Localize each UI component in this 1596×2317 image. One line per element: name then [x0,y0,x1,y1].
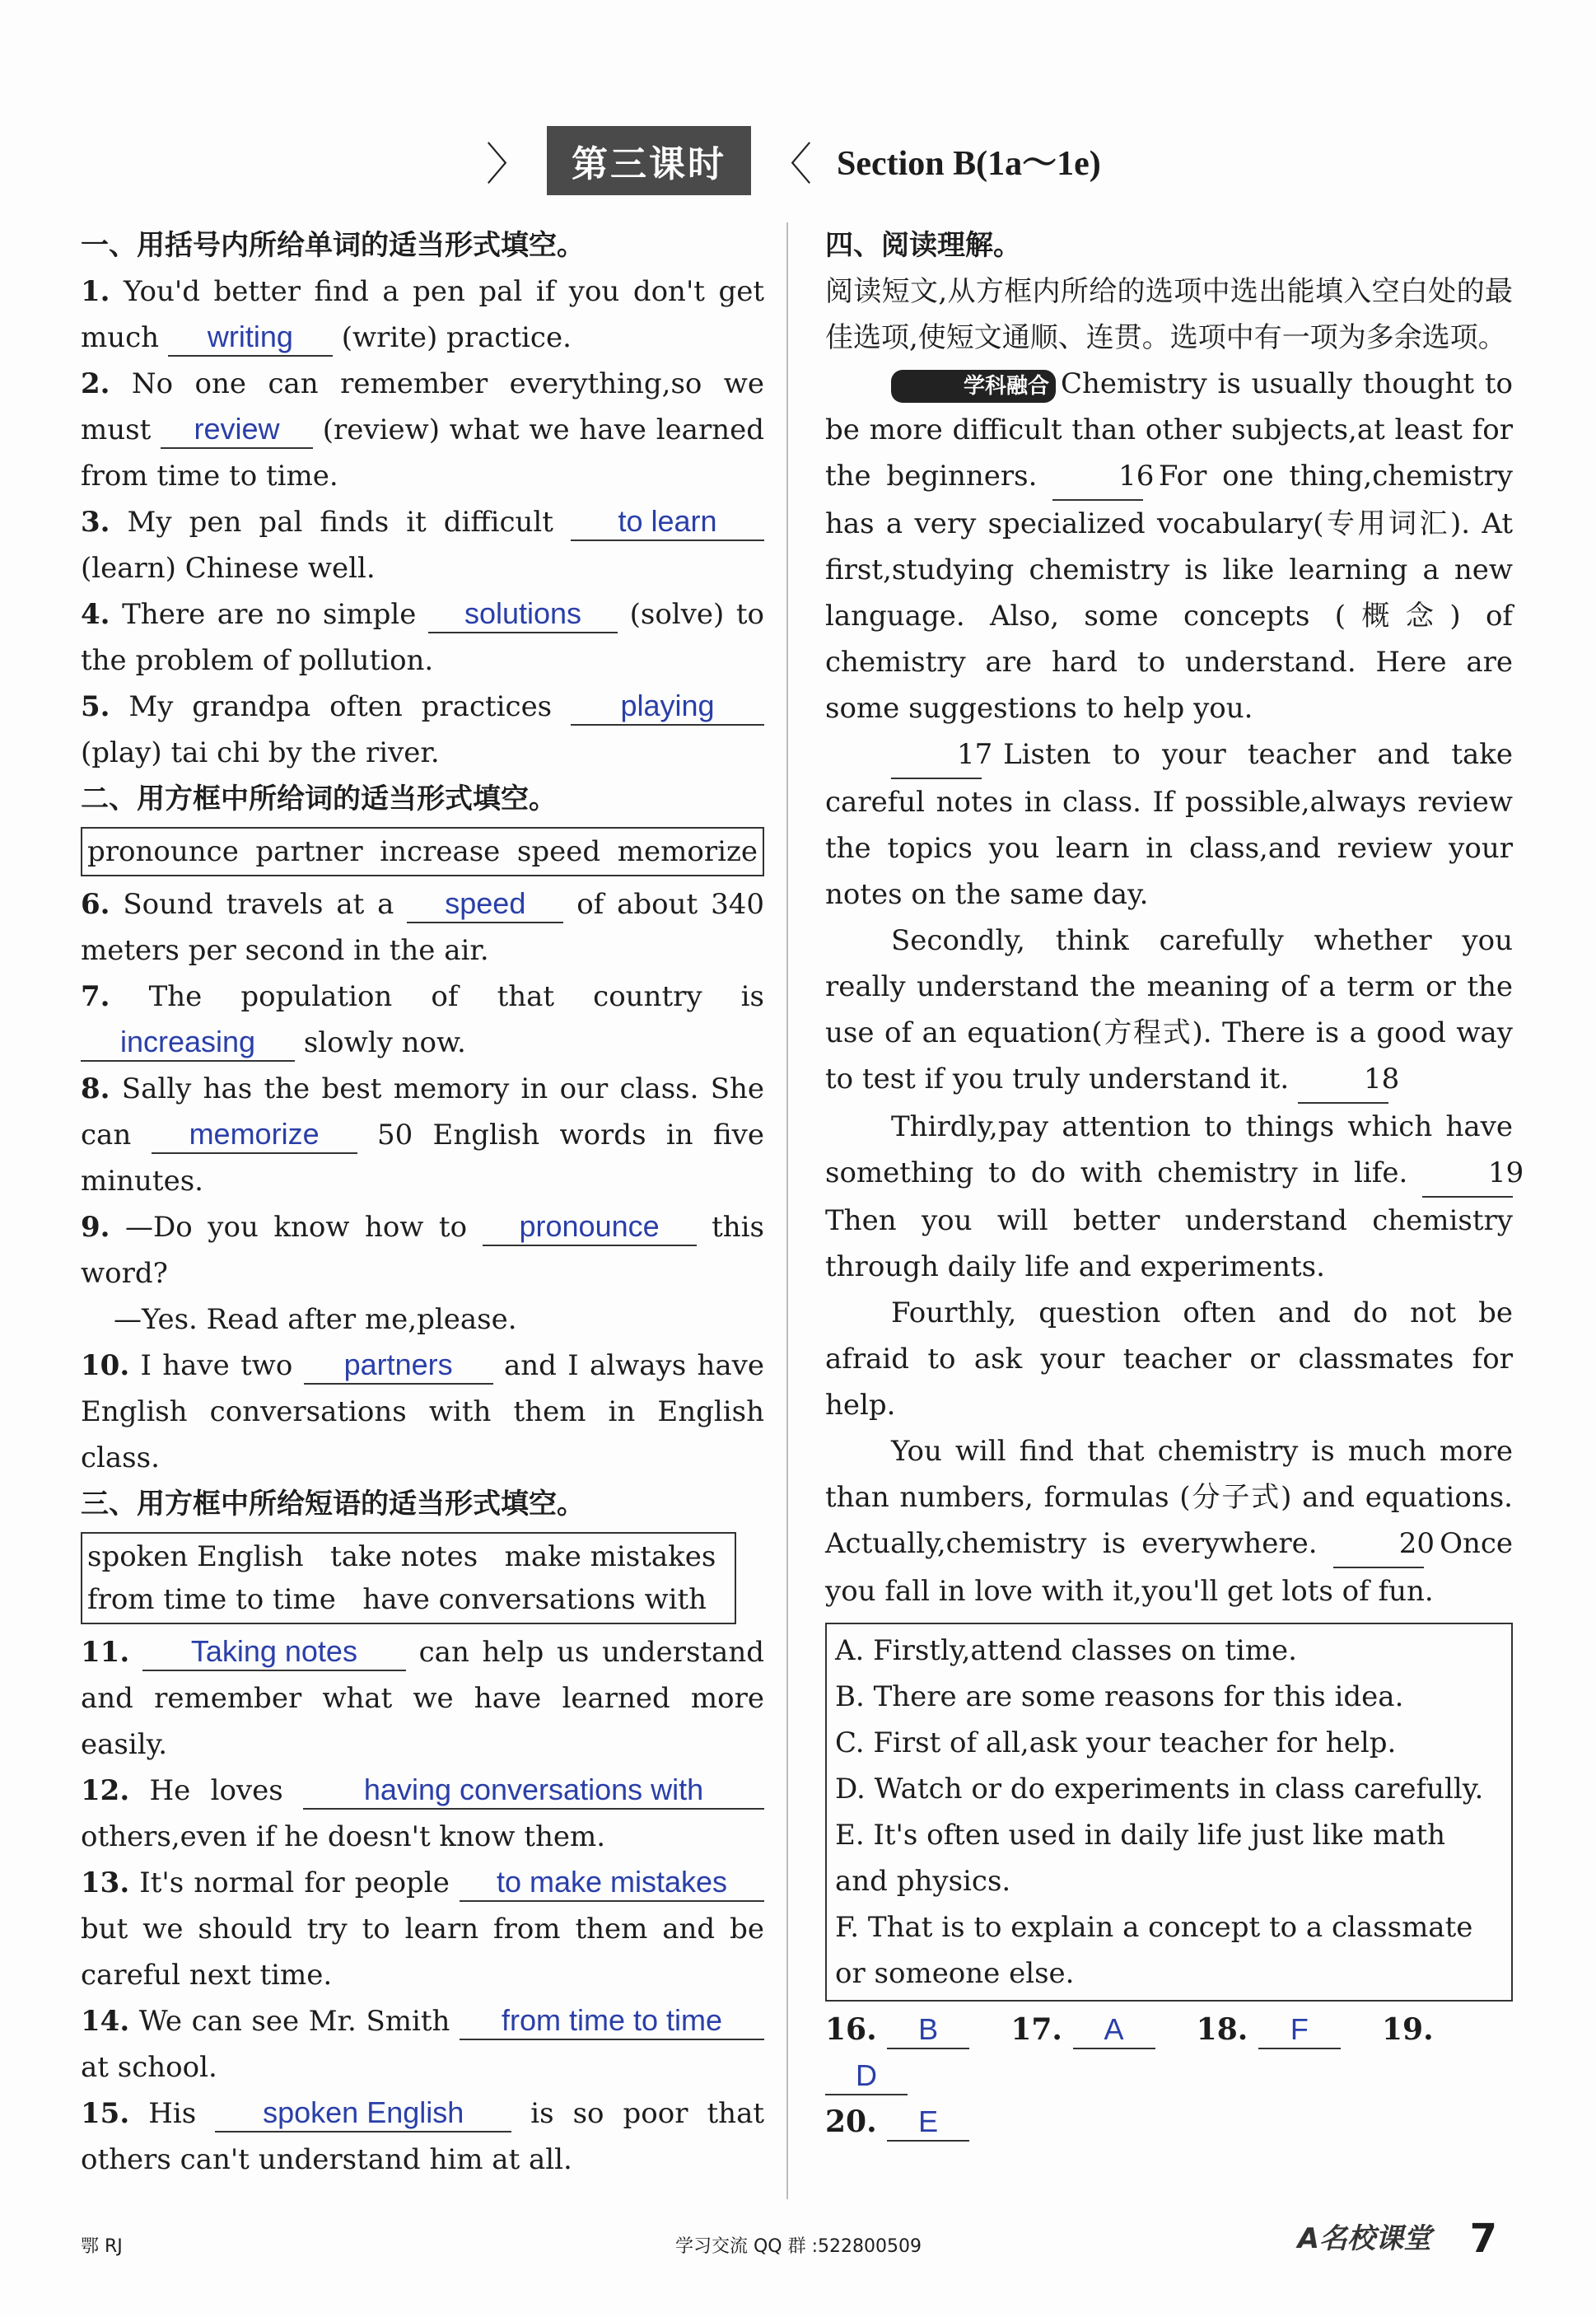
question-6: 6. Sound travels at a speed of about 340 meters per second in the air. [81,886,764,967]
answer-20[interactable]: E [887,2104,969,2142]
answer-row: 16. B 17. A 18. F 19. D [825,2006,1513,2099]
answer-19[interactable]: D [825,2058,908,2095]
blank-17: 17 [891,731,982,779]
passage-paragraph-2: 17 Listen to your teacher and take careful notes in class. If possible,always review the topics you learn in class,and review your notes on the same day. [825,731,1513,918]
question-4: 4. There are no simple solutions (solve) to the problem of pollution. [81,596,765,677]
option-b: B. There are some reasons for this idea. [835,1680,1404,1713]
question-9: 9. —Do you know how to pronounce this word? [81,1209,764,1290]
passage-paragraph-6: You will find that chemistry is much more than numbers, formulas (分子式) and equations. Actually,chemistry is everywhere. 20 Once you fall in love with it,you'll get lots of fun. [825,1435,1514,1608]
part2-title: 二、用方框中所给词的适当形式填空。 [81,782,557,815]
answer-16[interactable]: B [887,2011,969,2049]
answer-7[interactable]: increasing [81,1024,295,1062]
edition-label: 鄂 RJ [81,2236,123,2257]
word-item: memorize [617,835,758,868]
question-2: 2. No one can remember everything,so we must review (review) what we have learned from time to time. [81,367,764,493]
passage-paragraph-3: Secondly, think carefully whether you really understand the meaning of a term or the use of an equation(方程式). There is a good way to test if you truly understand it. 18 [825,918,1513,1104]
question-1: 1. You'd better find a pen pal if you don't get much writing (write) practice. [81,269,764,361]
column-divider [786,222,788,2199]
page-number: 7 [1469,2216,1497,2262]
answer-2[interactable]: review [161,411,313,449]
blank-18: 18 [1298,1056,1388,1104]
question-8: 8. Sally has the best memory in our class. She can memorize 50 English words in five minutes. [81,1072,765,1198]
question-9-reply: —Yes. Read after me,please. [114,1303,517,1336]
chevron-left-icon: 〉 [486,138,530,190]
question-14: 14. We can see Mr. Smith from time to time at school. [81,1998,764,2090]
answer-1[interactable]: writing [168,319,333,357]
blank-16: 16 [1052,453,1143,501]
answer-13[interactable]: to make mistakes [460,1864,764,1902]
reading-instructions: 阅读短文,从方框内所给的选项中选出能填入空白处的最佳选项,使短文通顺、连贯。选项中有一项为多余选项。 [825,275,1513,354]
answer-5[interactable]: playing [571,688,764,726]
phrase-row: spoken English take notes make mistakes [87,1540,716,1573]
answer-3[interactable]: to learn [571,503,764,541]
answer-10[interactable]: partners [304,1347,493,1385]
question-3: 3. My pen pal finds it difficult to learn (learn) Chinese well. [81,499,764,591]
question-15: 15. His spoken English is so poor that others can't understand him at all. [81,2095,764,2176]
option-a: A. Firstly,attend classes on time. [835,1634,1297,1667]
part1-title: 一、用括号内所给单词的适当形式填空。 [81,229,585,262]
question-7: 7. The population of that country is increasing slowly now. [81,974,764,1066]
word-item: pronounce [87,835,239,868]
option-d: D. Watch or do experiments in class carefully. [835,1773,1484,1805]
brand-logo: A名校课堂 [1297,2222,1431,2255]
word-item: increase [380,835,501,868]
option-e: E. It's often used in daily life just like math and physics. [835,1819,1446,1898]
part4-title: 四、阅读理解。 [825,229,1021,262]
blank-19: 19 [1422,1150,1513,1198]
left-column [81,222,764,2183]
blank-20: 20 [1333,1521,1424,1568]
answer-8[interactable]: memorize [152,1116,357,1154]
word-item: speed [516,835,601,868]
phrase-row: from time to time have conversations with [87,1583,707,1616]
section-title: Section B(1a～1e) [837,145,1101,183]
question-10: 10. I have two partners and I always have English conversations with them in English class. [81,1348,764,1474]
answer-18[interactable]: F [1258,2011,1341,2049]
word-box [81,827,764,876]
qq-group: 学习交流 QQ 群 :522800509 [675,2236,922,2257]
answer-4[interactable]: solutions [428,596,618,633]
answer-14[interactable]: from time to time [460,2002,764,2040]
question-13: 13. It's normal for people to make mistakes but we should try to learn from them and be careful next time. [81,1865,764,1992]
lesson-badge: 第三课时 [547,126,751,195]
answer-6[interactable]: speed [407,885,563,923]
passage-paragraph-5: Fourthly, question often and do not be afraid to ask your teacher or classmates for help. [825,1296,1513,1422]
question-12: 12. He loves having conversations with others,even if he doesn't know them. [81,1768,764,1860]
answer-15[interactable]: spoken English [215,2095,511,2132]
options-box [825,1623,1513,2002]
right-column [825,222,1524,2145]
question-11: 11. Taking notes can help us understand and remember what we have learned more easily. [81,1634,764,1761]
question-5: 5. My grandpa often practices playing (play) tai chi by the river. [81,684,764,776]
option-c: C. First of all,ask your teacher for help. [835,1726,1397,1759]
chevron-right-icon: 〈 [768,138,812,190]
answer-17[interactable]: A [1073,2011,1155,2049]
answer-11[interactable]: Taking notes [142,1633,406,1671]
subject-tag: 学科融合 [891,370,1056,403]
option-f: F. That is to explain a concept to a classmate or someone else. [835,1911,1473,1990]
word-item: partner [255,835,363,868]
part3-title: 三、用方框中所给短语的适当形式填空。 [81,1488,585,1521]
passage-paragraph-1: 学科融合 Chemistry is usually thought to be more difficult than other subjects,at least for the beginners. 16 For one thing,chemistry has a very specialized vocabulary(专用词汇). At first,studying chemistry is like learning a new language. Also, some concepts (概念) of chemistry are hard to understand. Here are some suggestions to help you. [825,367,1513,725]
phrase-box [81,1532,736,1624]
answer-9[interactable]: pronounce [483,1208,697,1246]
lesson-header [486,124,1101,198]
answer-12[interactable]: having conversations with [303,1772,764,1810]
passage-paragraph-4: Thirdly,pay attention to things which have something to do with chemistry in life. 19 Then you will better understand chemistry through daily life and experiments. [825,1110,1524,1283]
answer-row-2: 20. E [825,2099,1513,2145]
